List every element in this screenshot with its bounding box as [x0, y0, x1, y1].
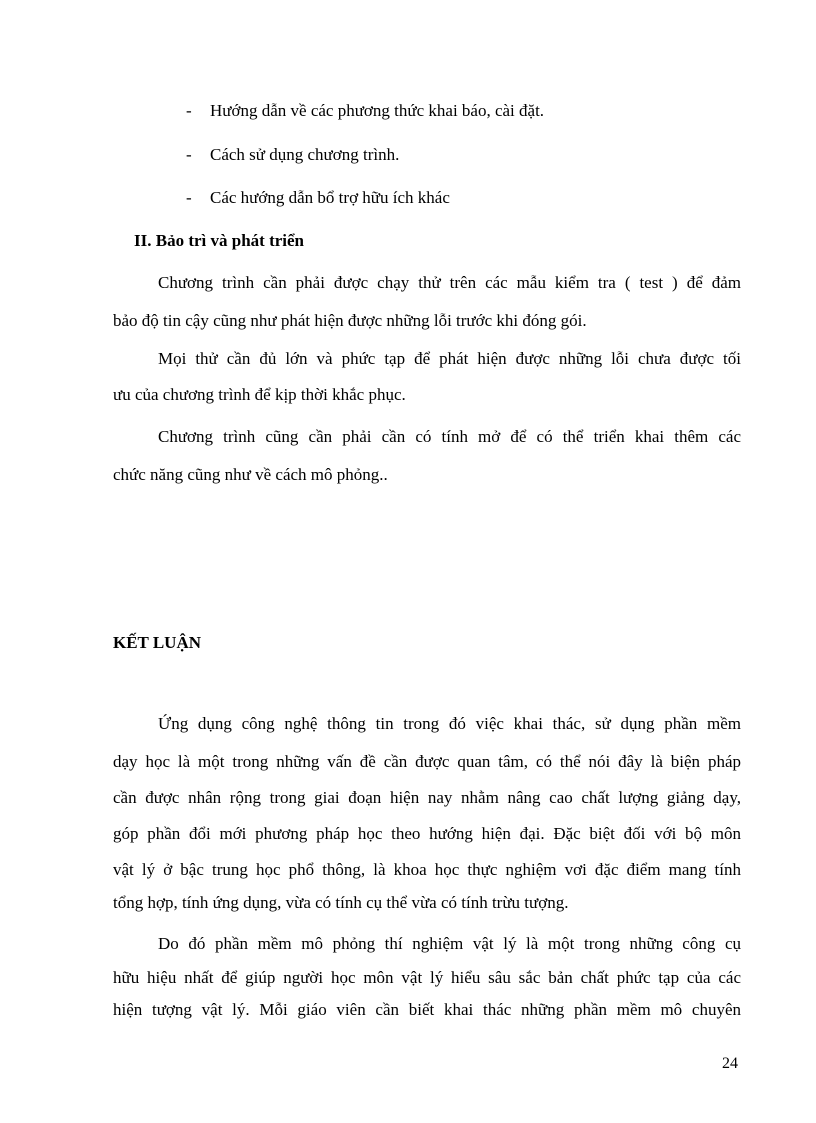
bullet-item: [186, 188, 450, 208]
paragraph-line: bảo độ tin cậy cũng như phát hiện được những lỗi trước khi đóng gói.: [113, 311, 587, 330]
paragraph-line: vật lý ở bậc trung học phổ thông, là khoa học thực nghiệm vơi đặc điểm mang tính: [113, 860, 741, 879]
paragraph-line: tổng hợp, tính ứng dụng, vừa có tính cụ thể vừa có tính trừu tượng.: [113, 893, 569, 912]
bullet-text: Các hướng dẫn bổ trợ hữu ích khác: [210, 188, 450, 207]
bullet-text: Cách sử dụng chương trình.: [210, 145, 400, 164]
paragraph-line: Mọi thử cần đủ lớn và phức tạp để phát hiện được những lỗi chưa được tối: [158, 349, 741, 368]
paragraph-line: hữu hiệu nhất để giúp người học môn vật lý hiểu sâu sắc bản chất phức tạp của các: [113, 968, 741, 987]
paragraph-line: dạy học là một trong những vấn đề cần được quan tâm, có thể nói đây là biện pháp: [113, 752, 741, 771]
bullet-dash: -: [186, 145, 192, 164]
paragraph-line: cần được nhân rộng trong giai đoạn hiện nay nhằm nâng cao chất lượng giảng dạy,: [113, 788, 741, 807]
bullet-dash: -: [186, 188, 192, 207]
paragraph-line: góp phần đổi mới phương pháp học theo hướng hiện đại. Đặc biệt đối với bộ môn: [113, 824, 741, 843]
section-heading: II. Bảo trì và phát triển: [134, 231, 304, 250]
paragraph-line: chức năng cũng như về cách mô phỏng..: [113, 465, 388, 484]
bullet-text: Hướng dẫn về các phương thức khai báo, cài đặt.: [210, 101, 545, 120]
bullet-item: [186, 101, 544, 121]
page-number: 24: [722, 1055, 738, 1072]
bullet-dash: -: [186, 101, 192, 120]
paragraph-line: Ứng dụng công nghệ thông tin trong đó việc khai thác, sử dụng phần mềm: [158, 714, 741, 733]
bullet-item: [186, 145, 399, 165]
paragraph-line: Chương trình cũng cần phải cần có tính mở để có thể triển khai thêm các: [158, 427, 741, 446]
paragraph-line: hiện tượng vật lý. Mỗi giáo viên cần biết khai thác những phần mềm mô chuyên: [113, 1000, 741, 1019]
paragraph-line: Chương trình cần phải được chạy thử trên các mẫu kiểm tra ( test ) để đảm: [158, 273, 741, 292]
paragraph-line: ưu của chương trình để kịp thời khắc phục.: [113, 385, 406, 404]
paragraph-line: Do đó phần mềm mô phỏng thí nghiệm vật lý là một trong những công cụ: [158, 934, 741, 953]
conclusion-heading: KẾT LUẬN: [113, 633, 202, 652]
